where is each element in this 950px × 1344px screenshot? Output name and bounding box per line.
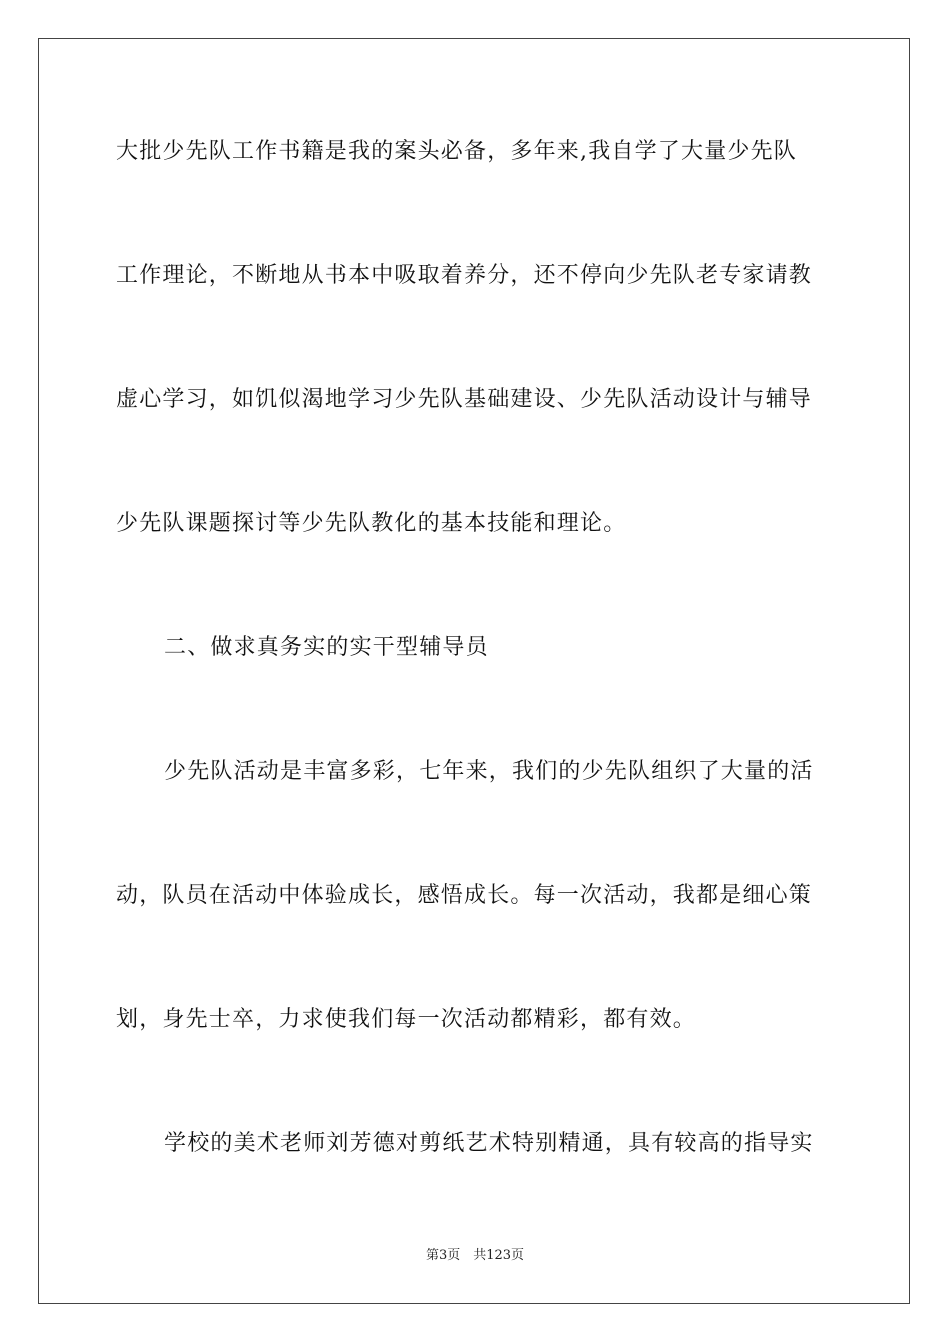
- body-text-line-4: 少先队课题探讨等少先队教化的基本技能和理论。: [116, 511, 627, 536]
- body-text-line-3: 虚心学习，如饥似渴地学习少先队基础建设、少先队活动设计与辅导: [116, 387, 813, 412]
- section-heading: 二、做求真务实的实干型辅导员: [164, 635, 489, 660]
- body-text-line-1: 大批少先队工作书籍是我的案头必备，多年来,我自学了大量少先队: [116, 139, 797, 164]
- page-border: [38, 38, 910, 1304]
- body-text-line-2: 工作理论，不断地从书本中吸取着养分，还不停向少先队老专家请教: [116, 263, 813, 288]
- body-text-line-7: 划，身先士卒，力求使我们每一次活动都精彩，都有效。: [116, 1007, 697, 1032]
- body-text-line-5: 少先队活动是丰富多彩，七年来，我们的少先队组织了大量的活: [164, 759, 814, 784]
- body-text-line-6: 动，队员在活动中体验成长，感悟成长。每一次活动，我都是细心策: [116, 883, 813, 908]
- body-text-line-8: 学校的美术老师刘芳德对剪纸艺术特别精通，具有较高的指导实: [164, 1131, 814, 1156]
- page-number-footer: 第3页 共123页: [425, 1248, 525, 1263]
